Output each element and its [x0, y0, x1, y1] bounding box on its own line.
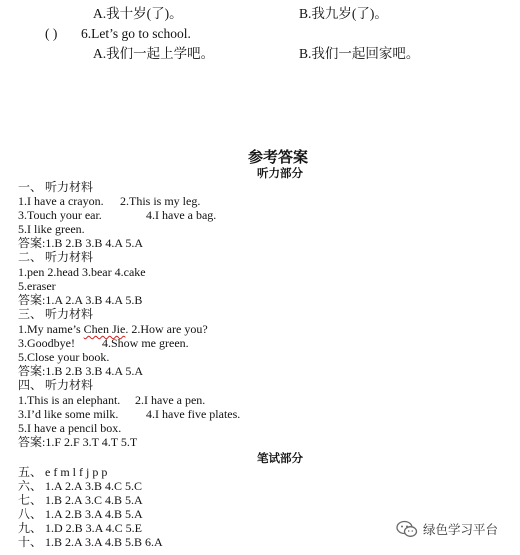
- section-heading: 三、 听力材料: [18, 307, 94, 321]
- wechat-icon: [396, 520, 418, 538]
- listening-text: 1.My name’s: [18, 322, 84, 336]
- listening-heading: 听力部分: [257, 166, 303, 180]
- answer-line: 答案:1.B 2.B 3.B 4.A 5.A: [18, 364, 144, 378]
- answer-line: 答案:1.A 2.A 3.B 4.A 5.B: [18, 293, 143, 307]
- listening-item: 3.Touch your ear.: [18, 208, 102, 222]
- written-answer-line: 六、 1.A 2.A 3.B 4.C 5.C: [18, 479, 143, 493]
- section-heading: 二、 听力材料: [18, 250, 94, 264]
- written-answer-line: 八、 1.A 2.B 3.A 4.B 5.A: [18, 507, 143, 521]
- section-heading: 四、 听力材料: [18, 378, 94, 392]
- q6-option-b: B.我们一起回家吧。: [299, 46, 420, 61]
- name-chen-jie: Chen Jie: [83, 322, 126, 336]
- listening-item: 2.This is my leg.: [120, 194, 201, 208]
- watermark: [396, 520, 498, 538]
- written-answer-line: 五、 e f m l f j p p: [18, 465, 108, 479]
- written-heading: 笔试部分: [257, 451, 303, 465]
- listening-item: 1.This is an elephant.: [18, 393, 121, 407]
- listening-item: 3.Goodbye!: [18, 336, 75, 350]
- listening-item: 5.I have a pencil box.: [18, 421, 122, 435]
- listening-item: 5.eraser: [18, 279, 56, 293]
- listening-item: 4.Show me green.: [102, 336, 189, 350]
- listening-item: 1.pen 2.head 3.bear 4.cake: [18, 265, 146, 279]
- listening-item: 3.I’d like some milk.: [18, 407, 119, 421]
- answer-line: 答案:1.F 2.F 3.T 4.T 5.T: [18, 435, 138, 449]
- listening-item: [18, 322, 208, 336]
- q6-question: 6.Let’s go to school.: [81, 26, 191, 41]
- q6-answer-paren: ( ): [45, 26, 58, 41]
- listening-item: 5.I like green.: [18, 222, 85, 236]
- listening-item: 1.I have a crayon.: [18, 194, 104, 208]
- q5-option-b: B.我九岁(了)。: [299, 6, 388, 21]
- answer-line: 答案:1.B 2.B 3.B 4.A 5.A: [18, 236, 144, 250]
- written-answer-line: 九、 1.D 2.B 3.A 4.C 5.E: [18, 521, 143, 535]
- watermark-text: 绿色学习平台: [423, 522, 499, 537]
- listening-item: 4.I have a bag.: [146, 208, 217, 222]
- q5-option-a: A.我十岁(了)。: [93, 6, 183, 21]
- section-heading: 一、 听力材料: [18, 180, 94, 194]
- answer-key-title: 参考答案: [248, 148, 309, 166]
- listening-text: . 2.How are you?: [125, 322, 208, 336]
- listening-item: 5.Close your book.: [18, 350, 110, 364]
- written-answer-line: 七、 1.B 2.A 3.C 4.B 5.A: [18, 493, 143, 507]
- written-answer-line: 十、 1.B 2.A 3.A 4.B 5.B 6.A: [18, 535, 163, 549]
- listening-item: 4.I have five plates.: [146, 407, 241, 421]
- listening-item: 2.I have a pen.: [135, 393, 206, 407]
- q6-option-a: A.我们一起上学吧。: [93, 46, 215, 61]
